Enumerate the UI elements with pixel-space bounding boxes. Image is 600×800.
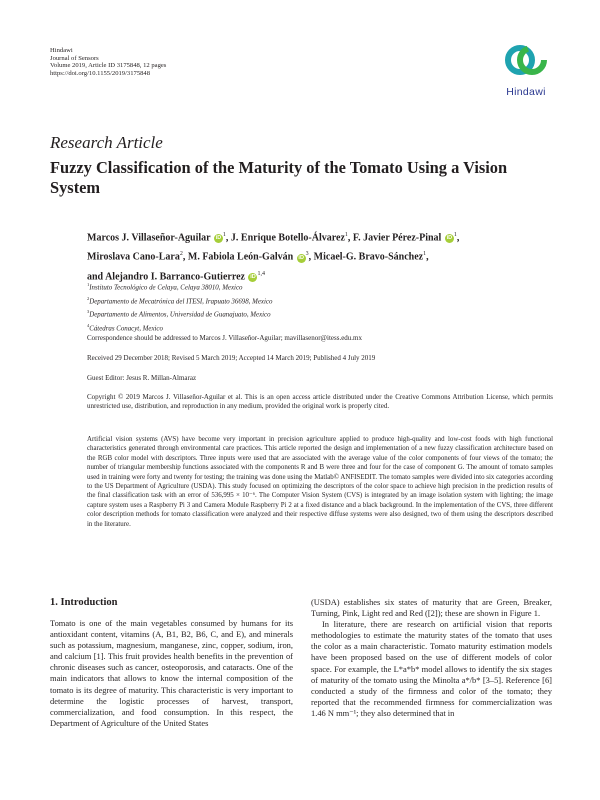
orcid-icon[interactable]: iD [215, 235, 222, 242]
affiliation-marker: 1 [87, 282, 90, 287]
author-name: Micael-G. Bravo-Sánchez [313, 251, 424, 263]
author-name: J. Enrique Botello-Álvarez [230, 232, 345, 244]
logo-wordmark: Hindawi [506, 86, 546, 98]
affiliation-item [87, 294, 272, 308]
affiliation-text: Departamento de Alimentos, Universidad de Guanajuato, Mexico [89, 311, 271, 319]
body-column-right [311, 597, 552, 719]
affiliation-item [87, 321, 272, 335]
volume-line: Volume 2019, Article ID 3175848, 12 pages [50, 62, 167, 70]
affiliation-marker: 2 [87, 295, 90, 301]
author-affiliation-marker: 2 [179, 251, 183, 258]
publisher-name: Hindawi [50, 47, 73, 54]
author-affiliation-marker: 1 [453, 232, 457, 238]
orcid-icon[interactable]: iD [298, 254, 304, 261]
hindawi-logo-icon [503, 40, 549, 80]
orcid-icon[interactable]: iD [446, 235, 453, 242]
author-affiliation-marker: 1 [222, 232, 226, 238]
intro-paragraph-continued: (USDA) establishes six states of maturity that are Green, Breaker, Turning, Pink, Light red and Red ([2]); these are shown in Figure 1. [311, 597, 552, 619]
guest-editor: Guest Editor: Jesus R. Millan-Almaraz [87, 374, 197, 382]
author-name: Miroslava Cano-Lara [87, 251, 180, 263]
correspondence: Correspondence should be addressed to Marcos J. Villaseñor-Aguilar; mavillasenor@itess.edu.mx [87, 334, 362, 342]
affiliation-text: Instituto Tecnológico de Celaya, Celaya 38010, Mexico [89, 284, 243, 292]
orcid-icon[interactable]: iD [250, 273, 256, 280]
author-name: M. Fabiola León-Galván [187, 251, 294, 263]
author-name: Marcos J. Villaseñor-Aguilar [87, 232, 211, 244]
author-affiliation-marker: 1 [423, 251, 427, 258]
copyright-notice: Copyright © 2019 Marcos J. Villaseñor-Aguilar et al. This is an open access article distributed under the Creative Commons Attribution License, which permits unrestricted use, distribution, and reproduction in any medium, provided the original work is properly cited. [87, 393, 553, 411]
intro-paragraph-1: Tomato is one of the main vegetables consumed by humans for its antioxidant content, vitamins (A, B1, B2, B6, C, and E), and minerals such as potassium, magnesium, manganese, zinc, copper, sodium, iron, and calcium [1]. This fruit provides health benefits in the prevention of chronic diseases such as cancer, osteoporosis, and cataracts. One of the main indicators that allows to know the internal composition of the tomato is its degree of maturity. This characteristic is very important to determine the logistic processes of harvest, transport, commercialization, and food consumption. In this respect, the Department of Agriculture of the United States [50, 618, 293, 728]
journal-header [50, 47, 166, 77]
author-list: Marcos J. Villaseñor-Aguilar $iD^1$, J. Enrique Botello-Álvarez$^1$, F. Javier Pérez-Pinal $iD^1$, Miroslava Cano-Lara$^2$, M. Fabiola León-Galván $iD^3$, Micael-G. Bravo-Sánchez$^1$, and Alejandro I. Barranco-Gutierrez iD$^{1,4}$ [87, 232, 460, 282]
journal-name: Journal of Sensors [50, 54, 99, 62]
author-name: F. Javier Pérez-Pinal [352, 232, 442, 244]
abstract: Artificial vision systems (AVS) have become very important in precision agriculture applied to produce high-quality and low-cost foods with high functional characteristics generated through environmental care practices. This article reported the design and implementation of a new fuzzy classification architecture based on the RGB color model with descriptors. Three inputs were used that are associated with the average value of the color components of four views of the tomato; the number of triangular membership functions associated with the components R and B were three and four for the case of component G. The amount of tomato samples used in training were forty and twenty for testing; the training was done using the Matlab© ANFISEDIT. The tomato samples were divided into six categories according to the US Department of Agriculture (USDA). This study focused on optimizing the descriptors of the color space to achieve high precision in the prediction results of the final classification task with an error of 536,995 × 10⁻⁶. The Computer Vision System (CVS) is integrated by an image isolation system with lighting; the image capture system uses a Raspberry Pi 3 and Camera Module Raspberry Pi 2 at a fixed distance and a black background. In the implementation of the CVS, three different color description methods for tomato classification were analyzed and their respective diffuse systems were also designed, two of them using the descriptors described in the literature. [87, 436, 553, 528]
paper-title: Fuzzy Classification of the Maturity of the Tomato Using a Vision System [50, 158, 508, 197]
publication-dates: Received 29 December 2018; Revised 5 March 2019; Accepted 14 March 2019; Published 4 July 2019 [87, 354, 376, 362]
section-heading-introduction: 1. Introduction [50, 597, 118, 608]
affiliation-marker: 3 [87, 309, 90, 315]
article-type: Research Article [50, 133, 163, 152]
body-column-left [50, 618, 293, 729]
author-affiliation-marker: 1,4 [257, 270, 265, 277]
affiliation-item [87, 280, 272, 294]
intro-paragraph-2: In literature, there are research on artificial vision that reports methodologies to estimate the maturity states of the tomato that uses the color as a main characteristic. Tomato maturity estimation models have been proposed based on the use of different models of color space. For example, the L*a*b* model allows to identify the six stages of maturity of the tomato using the Minolta a*/b* [3–5]. Reference [6] conducted a study of the firmness and color of the tomato; they reported that the recommended firmness for commercialization was 1.46 N mm⁻¹; they also determined that in [311, 619, 552, 718]
affiliation-text: Cátedras Conacyt, Mexico [89, 325, 163, 333]
doi-link[interactable]: https://doi.org/10.1155/2019/3175848 [50, 69, 151, 77]
author-conjunction: and [87, 270, 106, 282]
author-name: Alejandro I. Barranco-Gutierrez [105, 270, 245, 282]
affiliation-marker: 4 [87, 322, 90, 328]
affiliations [87, 280, 272, 334]
affiliation-item [87, 307, 272, 321]
hindawi-logo [496, 40, 556, 102]
author-affiliation-marker: 3 [305, 251, 309, 258]
author-affiliation-marker: 1 [344, 232, 348, 238]
affiliation-text: Departamento de Mecatrónica del ITESI, Irapuato 36698, Mexico [89, 297, 273, 305]
